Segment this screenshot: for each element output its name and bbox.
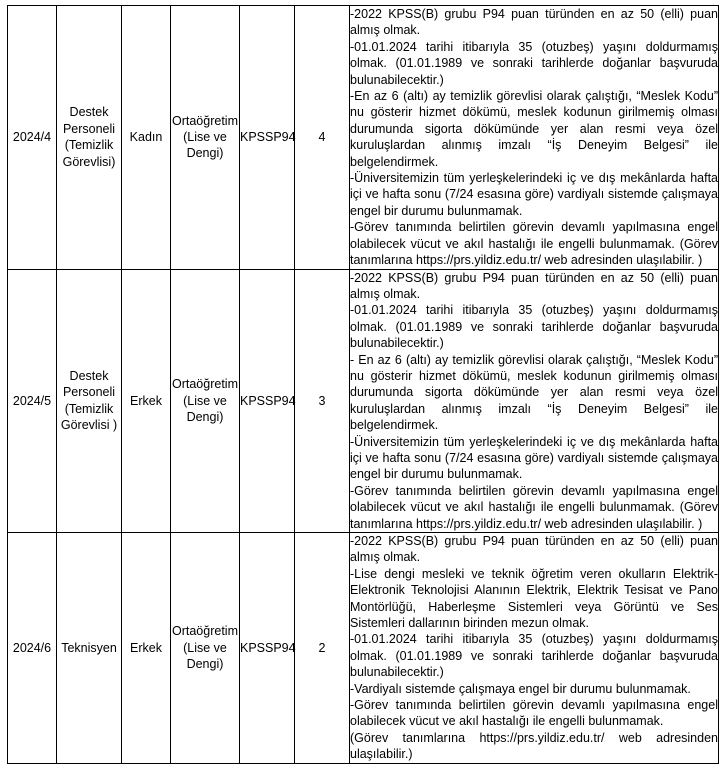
exam-code: KPSSP94 — [240, 533, 295, 764]
exam-code: KPSSP94 — [240, 269, 295, 533]
requirements — [350, 533, 719, 764]
quantity: 3 — [295, 269, 350, 533]
position-title: Destek Personeli (Temizlik Görevlisi) — [57, 6, 122, 270]
position-title: Destek Personeli (Temizlik Görevlisi ) — [57, 269, 122, 533]
requirement-item: -2022 KPSS(B) grubu P94 puan türünden en az 50 (elli) puan almış olmak. — [350, 270, 718, 301]
requirement-item: -Görev tanımında belirtilen görevin devamlı yapılmasına engel olabilecek vücut ve akıl hastalığı ile engelli bulunmamak. (Görev tanımlarına https://prs.yildiz.edu.tr/ web adresinden ulaşılabilir. ) — [350, 220, 718, 268]
requirement-item: -01.01.2024 tarihi itibarıyla 35 (otuzbeş) yaşını doldurmamış olmak. (01.01.1989 ve sonraki tarihlerde doğanlar başvuruda bulunabilecektir.) — [350, 632, 718, 680]
table-row — [8, 533, 719, 764]
requirement-item: -01.01.2024 tarihi itibarıyla 35 (otuzbeş) yaşını doldurmamış olmak. (01.01.1989 ve sonraki tarihlerde doğanlar başvuruda bulunabilecektir.) — [350, 303, 718, 351]
requirement-item: -Vardiyalı sistemde çalışmaya engel bir durumu bulunmamak. — [350, 681, 691, 696]
position-number: 2024/6 — [8, 533, 57, 764]
requirement-item: -01.01.2024 tarihi itibarıyla 35 (otuzbeş) yaşını doldurmamış olmak. (01.01.1989 ve sonraki tarihlerde doğanlar başvuruda bulunabilecektir.) — [350, 39, 718, 87]
requirements — [350, 269, 719, 533]
requirement-item: -Üniversitemizin tüm yerleşkelerindeki iç ve dış mekânlarda hafta içi ve hafta sonu (7/24 esasına göre) vardiyalı sistemde çalışmaya engel bir durumu bulunmamak. — [350, 171, 718, 218]
requirement-item: -Üniversitemizin tüm yerleşkelerindeki iç ve dış mekânlarda hafta içi ve hafta sonu (7/24 esasına göre) vardiyalı sistemde çalışmaya engel bir durumu bulunmamak. — [350, 434, 718, 482]
education-level: Ortaöğretim (Lise ve Dengi) — [171, 269, 240, 533]
gender: Kadın — [122, 6, 171, 270]
requirement-item: (Görev tanımlarına https://prs.yildiz.edu.tr/ web adresinden ulaşılabilir.) — [350, 730, 718, 762]
requirement-item: -Görev tanımında belirtilen görevin devamlı yapılmasına engel olabilecek vücut ve akıl hastalığı ile engelli bulunmamak. — [350, 698, 718, 729]
requirement-item: -2022 KPSS(B) grubu P94 puan türünden en az 50 (elli) puan almış olmak. — [350, 534, 718, 565]
position-number: 2024/4 — [8, 6, 57, 270]
table-row — [8, 6, 719, 270]
position-title: Teknisyen — [57, 533, 122, 764]
education-level: Ortaöğretim (Lise ve Dengi) — [171, 6, 240, 270]
quantity: 2 — [295, 533, 350, 764]
quantity: 4 — [295, 6, 350, 270]
requirement-item: -2022 KPSS(B) grubu P94 puan türünden en az 50 (elli) puan almış olmak. — [350, 7, 718, 38]
requirement-item: -Lise dengi mesleki ve teknik öğretim veren okulların Elektrik-Elektronik Teknolojisi Alanının Elektrik, Elektrik Tesisat ve Pano Montörlüğü, Haberleşme Sistemleri veya Görüntü ve Ses Sistemleri dallarının birinden mezun olmak. — [350, 566, 718, 631]
positions-table — [7, 5, 719, 764]
requirement-item: -Görev tanımında belirtilen görevin devamlı yapılmasına engel olabilecek vücut ve akıl hastalığı ile engelli bulunmamak. (Görev tanımlarına https://prs.yildiz.edu.tr/ web adresinden ulaşılabilir. ) — [350, 483, 718, 531]
gender: Erkek — [122, 269, 171, 533]
table-row — [8, 269, 719, 533]
gender: Erkek — [122, 533, 171, 764]
position-number: 2024/5 — [8, 269, 57, 533]
requirement-item: - En az 6 (altı) ay temizlik görevlisi olarak çalıştığı, “Meslek Kodu” nu gösterir hizmet dökümü, meslek kodunun girilmemiş olması durumunda sigorta dökümünde yer alan resmi veya özel kuruluşlardan alınmış imzalı “İş Deneyim Belgesi” ile belgelendirmek. — [350, 352, 718, 433]
requirement-item: -En az 6 (altı) ay temizlik görevlisi olarak çalıştığı, “Meslek Kodu” nu gösterir hizmet dökümü, meslek kodunun girilmemiş olması durumunda sigorta dökümünde yer alan resmi veya özel kuruluşlardan alınmış imzalı “İş Deneyim Belgesi” ile belgelendirmek. — [350, 89, 718, 169]
exam-code: KPSSP94 — [240, 6, 295, 270]
requirements — [350, 6, 719, 270]
education-level: Ortaöğretim (Lise ve Dengi) — [171, 533, 240, 764]
